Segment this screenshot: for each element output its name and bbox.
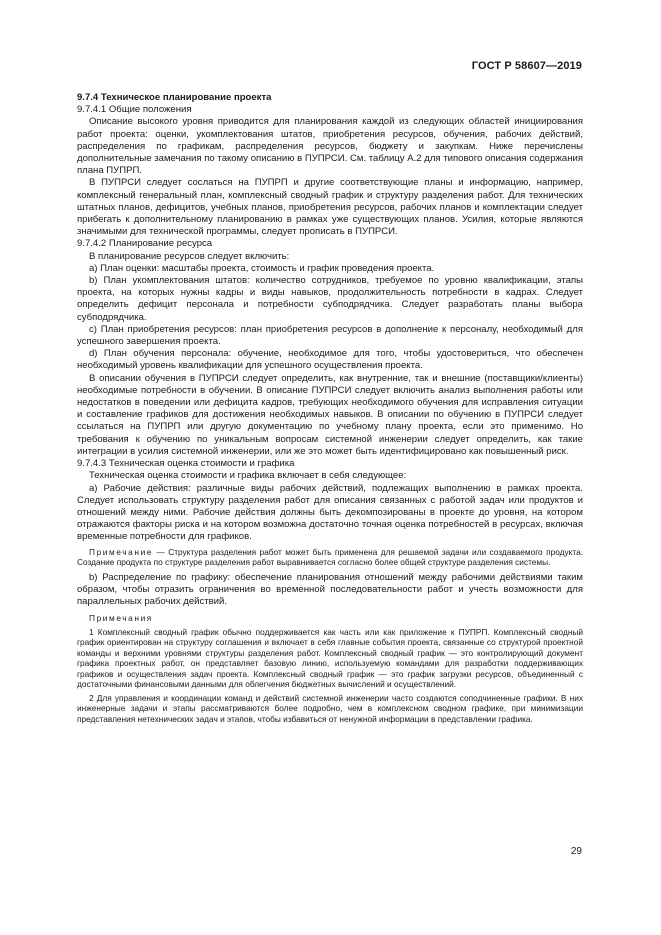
note-2: 2 Для управления и координации команд и действий системной инженерии часто создаются соподчиненные графики. В них инженерные задачи и этапы рассматриваются более подробно, чем в комплексном сводном графике, при минимизации представления нетехнических задач и этапов, чтобы избавиться от ненужной информации в представлении графика. xyxy=(77,692,583,724)
paragraph: В планирование ресурсов следует включить: xyxy=(89,250,290,262)
paragraph: Описание высокого уровня приводится для планирования каждой из следующих областей инициирования работ проекта: оценки, укомплектования штатов, приобретения ресурсов, обучения, рабочих действий, распределения по графикам, распределения ресурсов, бюджету и закупкам. Ниже перечислены дополнительные замечания по такому описанию в ПУПРСИ. См. таблицу А.2 для типового описания содержания плана ПУПРП. xyxy=(77,116,583,177)
list-item: d) План обучения персонала: обучение, необходимое для того, чтобы удостовериться, что обеспечен необходимый уровень квалификации для успешного осуществления проекта. xyxy=(77,348,583,372)
subsection-heading-estimate: 9.7.4.3 Техническая оценка стоимости и графика xyxy=(77,458,295,470)
subsection-heading-resource: 9.7.4.2 Планирование ресурса xyxy=(77,238,213,250)
section-heading: 9.7.4 Техническое планирование проекта xyxy=(77,92,272,103)
list-item: a) План оценки: масштабы проекта, стоимость и график проведения проекта. xyxy=(89,262,435,274)
list-item: b) Распределение по графику: обеспечение планирования отношений между рабочими действиями таким образом, чтобы отразить ограничения во временной последовательности работ и учесть возможности для параллельных рабочих действий. xyxy=(77,571,583,607)
list-item: b) План укомплектования штатов: количество сотрудников, требуемое по уровню квалификации, этапы проекта, на которых нужны кадры и виды навыков, продолжительность потребности в кадрах. Следует определить дефицит персонала и потребности субподрядчика. Следует разработать планы выбора субподрядчика. xyxy=(77,275,583,323)
list-item: c) План приобретения ресурсов: план приобретения ресурсов в дополнение к персоналу, необходимый для успешного завершения проекта. xyxy=(77,323,583,348)
page-number: 29 xyxy=(570,846,582,857)
paragraph: В ПУПРСИ следует сослаться на ПУПРП и другие соответствующие планы и информацию, например, комплексный генеральный план, комплексный сводный график и структуру разделения работ. Для технических штатных планов, дефицитов, учебных планов, приобретения ресурсов, рабочих планов и комплектации следует прибегать к дополнительному планированию в рамках уже существующих планов. Усилия, которые являются значимыми для технической программы, следует прописать в ПУПРСИ. xyxy=(77,177,583,238)
page-content xyxy=(77,92,583,724)
notes-title: Примечания xyxy=(89,613,153,624)
note-text: — Структура разделения работ может быть применена для решаемой задачи или создаваемого продукта. Создание продукта по структуре разделения работ выравнивается согласно более общей структуре разделения системы. xyxy=(77,546,583,568)
note-label: Примечание xyxy=(89,546,154,557)
note-1: 1 Комплексный сводный график обычно поддерживается как часть или как приложение к ПУПРП. Комплексный сводный график ориентирован на структуру соглашения и включает в себя главные события проекта, связанные со структурой проектной команды и верхними уровнями структуры разделения работ. Комплексный сводный график — это контролирующий документ графика проектных работ, он представляет базовую линию, используемую командами для разработки поддерживающих графиков и осуществления задач проекта. Комплексный сводный график — это график загрузки ресурсов, объединенный с достаточными финансовыми данными для облегчения бюджетных вычислений и осуществлений. xyxy=(77,626,583,690)
standard-header: ГОСТ Р 58607—2019 xyxy=(471,60,582,72)
paragraph: В описании обучения в ПУПРСИ следует определить, как внутренние, так и внешние (поставщики/клиенты) необходимые потребности в обучении. В описание ПУПРСИ следует включить анализ выполнения работы или недостатков в поведении или дефицита кадров, требующих необходимого обучения для исправления ситуации и составление графиков для достижения необходимых навыков. В описании по обучению в ПУПРСИ следует ссылаться на ПУПРП или другую документацию по учебному плану проекта, если это применимо. Но требования к обучению по уникальным вопросам системной инженерии следует определить, как такие интеграции в усилия системной инженерии, или же это может быть идентифицировано как повышенный риск. xyxy=(77,372,583,457)
list-item: a) Рабочие действия: различные виды рабочих действий, подлежащих выполнению в рамках проекта. Следует использовать структуру разделения работ для описания связанных с работой задач или продуктов и отношений между ними. Рабочие действия должны быть декомпозированы в проекте до уровня, на котором отражаются факторы риска и на котором возможна достаточно точная оценка потребностей в ресурсах, включая временные потребности для графиков. xyxy=(77,482,583,543)
note xyxy=(77,547,583,568)
paragraph: Техническая оценка стоимости и графика включает в себя следующее: xyxy=(89,470,407,482)
subsection-heading-general: 9.7.4.1 Общие положения xyxy=(77,104,192,116)
